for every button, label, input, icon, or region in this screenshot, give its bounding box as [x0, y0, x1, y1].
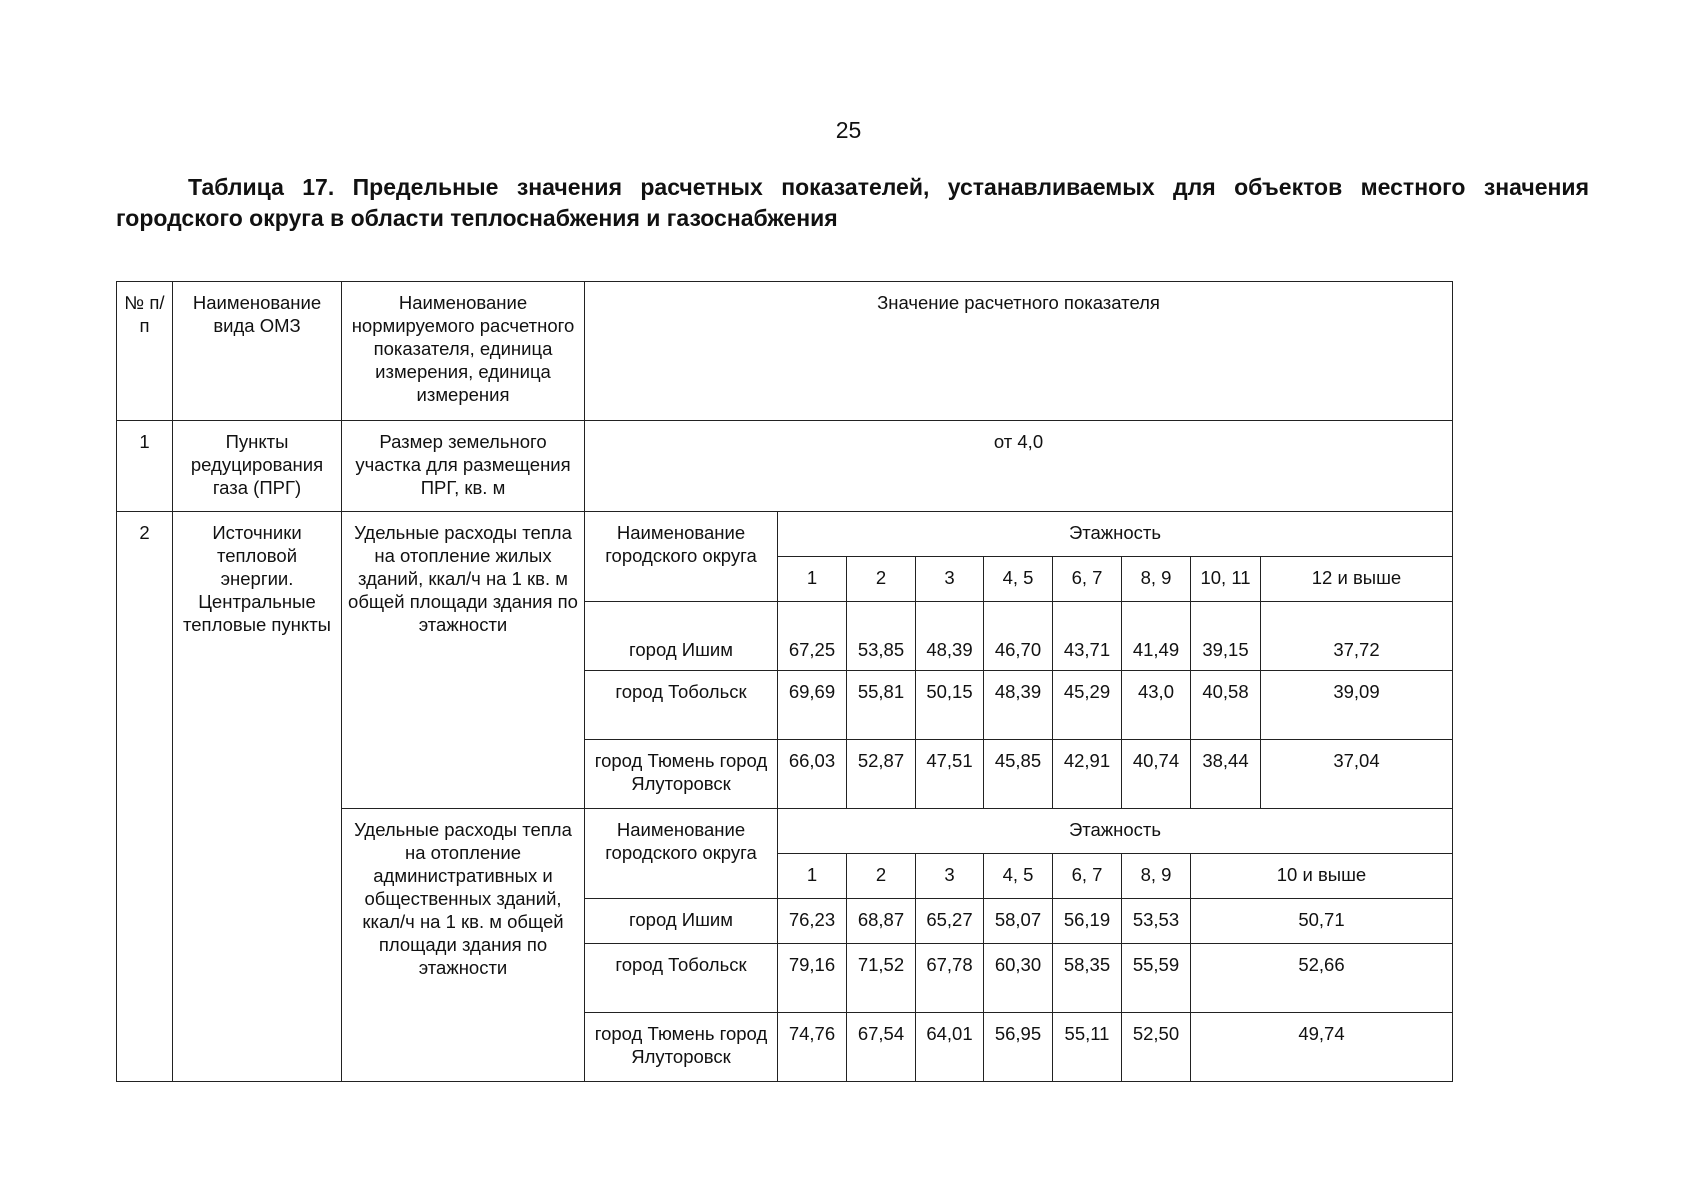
floor-cell: 2: [847, 854, 916, 899]
value-cell: 60,30: [984, 944, 1053, 1013]
row2-omz: Источники тепловой энергии. Центральные тепловые пункты: [173, 512, 342, 1082]
floor-cell: 2: [847, 557, 916, 602]
value-cell: 39,09: [1261, 671, 1453, 740]
value-cell: 48,39: [984, 671, 1053, 740]
value-cell: 55,59: [1122, 944, 1191, 1013]
value-cell: 64,01: [916, 1013, 984, 1082]
floor-cell: 3: [916, 557, 984, 602]
value-cell: 66,03: [778, 740, 847, 809]
value-cell: 48,39: [916, 602, 984, 671]
block2-district-header: Наименование городского округа: [585, 809, 778, 899]
block1-district-header: Наименование городского округа: [585, 512, 778, 602]
value-cell: 40,74: [1122, 740, 1191, 809]
header-row: [117, 282, 1453, 421]
value-cell: 52,66: [1191, 944, 1453, 1013]
value-cell: 46,70: [984, 602, 1053, 671]
block1-floors-header-row: [117, 512, 1453, 557]
block1-indicator: Удельные расходы тепла на отопление жилых зданий, ккал/ч на 1 кв. м общей площади здания по этажности: [342, 512, 585, 809]
district-cell: город Тюмень город Ялуторовск: [585, 740, 778, 809]
district-cell: город Тобольск: [585, 671, 778, 740]
value-cell: 69,69: [778, 671, 847, 740]
value-cell: 40,58: [1191, 671, 1261, 740]
floor-cell: 4, 5: [984, 854, 1053, 899]
block2-indicator: Удельные расходы тепла на отопление административных и общественных зданий, ккал/ч на 1 кв. м общей площади здания по этажности: [342, 809, 585, 1082]
floor-cell: 6, 7: [1053, 557, 1122, 602]
floor-cell: 3: [916, 854, 984, 899]
row1-num: 1: [117, 421, 173, 512]
table-row: [117, 421, 1453, 512]
value-cell: 58,35: [1053, 944, 1122, 1013]
block2-floors-header: Этажность: [778, 809, 1453, 854]
value-cell: 79,16: [778, 944, 847, 1013]
value-cell: 68,87: [847, 899, 916, 944]
value-cell: 37,04: [1261, 740, 1453, 809]
value-cell: 56,19: [1053, 899, 1122, 944]
district-cell: город Тюмень город Ялуторовск: [585, 1013, 778, 1082]
value-cell: 47,51: [916, 740, 984, 809]
floor-cell: 6, 7: [1053, 854, 1122, 899]
value-cell: 43,0: [1122, 671, 1191, 740]
header-num: № п/п: [117, 282, 173, 421]
row1-omz: Пункты редуцирования газа (ПРГ): [173, 421, 342, 512]
value-cell: 38,44: [1191, 740, 1261, 809]
indicators-table: [116, 281, 1453, 1082]
value-cell: 67,54: [847, 1013, 916, 1082]
table-title: Таблица 17. Предельные значения расчетных показателей, устанавливаемых для объектов местного значения городского округа в области теплоснабжения и газоснабжения: [116, 174, 1589, 231]
value-cell: 52,87: [847, 740, 916, 809]
value-cell: 42,91: [1053, 740, 1122, 809]
floor-cell: 12 и выше: [1261, 557, 1453, 602]
row2-num: 2: [117, 512, 173, 1082]
value-cell: 67,25: [778, 602, 847, 671]
value-cell: 39,15: [1191, 602, 1261, 671]
floor-cell: 1: [778, 557, 847, 602]
value-cell: 37,72: [1261, 602, 1453, 671]
value-cell: 55,11: [1053, 1013, 1122, 1082]
floor-cell: 10 и выше: [1191, 854, 1453, 899]
value-cell: 45,85: [984, 740, 1053, 809]
district-cell: город Тобольск: [585, 944, 778, 1013]
value-cell: 50,15: [916, 671, 984, 740]
value-cell: 56,95: [984, 1013, 1053, 1082]
value-cell: 41,49: [1122, 602, 1191, 671]
value-cell: 49,74: [1191, 1013, 1453, 1082]
floor-cell: 10, 11: [1191, 557, 1261, 602]
value-cell: 58,07: [984, 899, 1053, 944]
row1-value: от 4,0: [585, 421, 1453, 512]
district-cell: город Ишим: [585, 602, 778, 671]
header-value: Значение расчетного показателя: [585, 282, 1453, 421]
value-cell: 52,50: [1122, 1013, 1191, 1082]
value-cell: 43,71: [1053, 602, 1122, 671]
value-cell: 53,85: [847, 602, 916, 671]
value-cell: 53,53: [1122, 899, 1191, 944]
value-cell: 76,23: [778, 899, 847, 944]
value-cell: 45,29: [1053, 671, 1122, 740]
value-cell: 74,76: [778, 1013, 847, 1082]
district-cell: город Ишим: [585, 899, 778, 944]
floor-cell: 4, 5: [984, 557, 1053, 602]
row1-indicator: Размер земельного участка для размещения ПРГ, кв. м: [342, 421, 585, 512]
header-indicator: Наименование нормируемого расчетного показателя, единица измерения, единица измерения: [342, 282, 585, 421]
value-cell: 55,81: [847, 671, 916, 740]
value-cell: 65,27: [916, 899, 984, 944]
floor-cell: 8, 9: [1122, 557, 1191, 602]
block1-floors-header: Этажность: [778, 512, 1453, 557]
floor-cell: 1: [778, 854, 847, 899]
value-cell: 71,52: [847, 944, 916, 1013]
value-cell: 67,78: [916, 944, 984, 1013]
floor-cell: 8, 9: [1122, 854, 1191, 899]
header-omz: Наименование вида ОМЗ: [173, 282, 342, 421]
page-number: 25: [835, 117, 862, 143]
value-cell: 50,71: [1191, 899, 1453, 944]
